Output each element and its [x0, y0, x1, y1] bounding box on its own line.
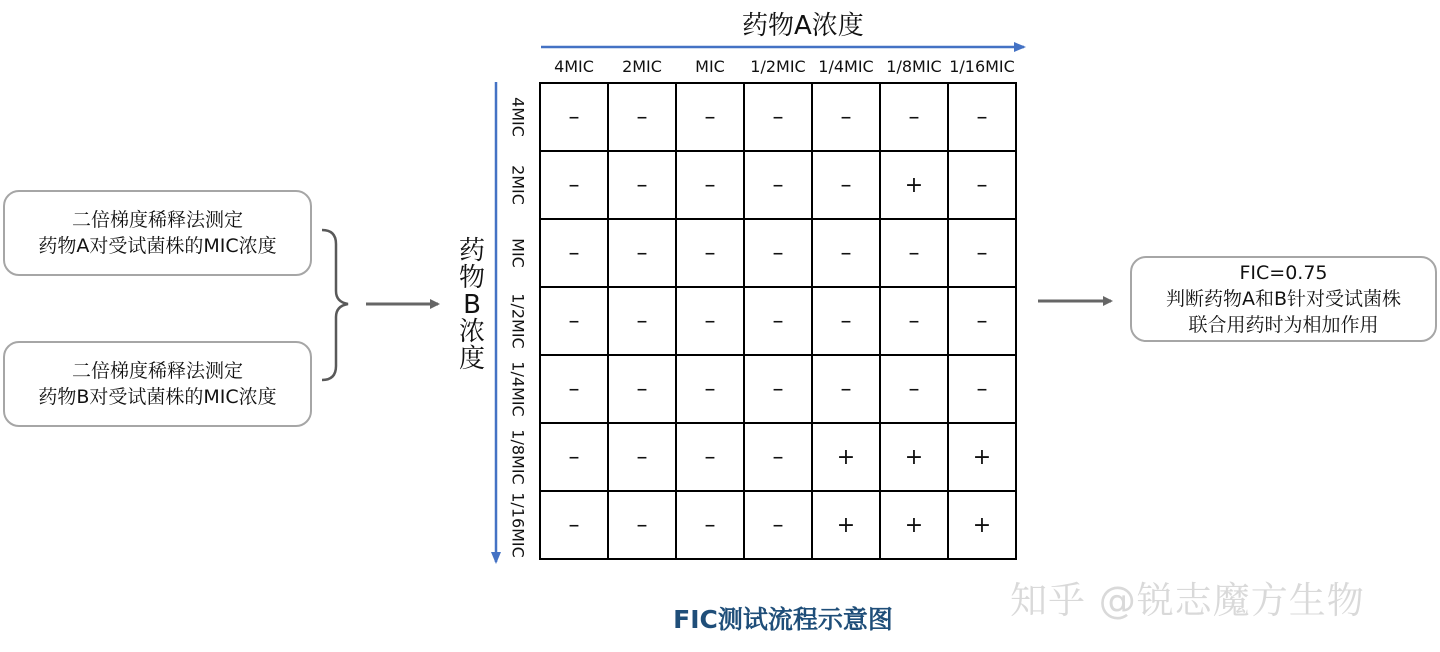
row-label: MIC — [508, 238, 528, 268]
grid-cell: – — [608, 219, 676, 287]
grid-cell: – — [608, 83, 676, 151]
grid-cell: – — [540, 151, 608, 219]
grid-cell: – — [540, 287, 608, 355]
row-label: 1/16MIC — [508, 492, 528, 558]
grid-cell: – — [812, 355, 880, 423]
grid-cell: – — [676, 287, 744, 355]
grid-cell: – — [880, 355, 948, 423]
grid-cell: – — [812, 287, 880, 355]
result-line: 联合用药时为相加作用 — [1188, 314, 1379, 336]
grid-cell: + — [880, 423, 948, 491]
grid-cell: – — [676, 219, 744, 287]
grid-cell: – — [676, 491, 744, 559]
grid-cell: + — [812, 491, 880, 559]
row-label: 1/8MIC — [508, 429, 528, 485]
grid-cell: – — [608, 423, 676, 491]
grid-row — [540, 287, 1016, 355]
step-box-line: 二倍梯度稀释法测定 — [71, 360, 243, 382]
grid-cell: – — [540, 355, 608, 423]
column-label: 1/16MIC — [949, 57, 1015, 76]
grid-row — [540, 83, 1016, 151]
grid-cell: – — [880, 287, 948, 355]
grid-cell: – — [880, 219, 948, 287]
column-label: 4MIC — [554, 57, 594, 76]
grid-cell: – — [676, 355, 744, 423]
grid-row — [540, 423, 1016, 491]
row-label: 2MIC — [508, 165, 528, 205]
grid-cell: – — [744, 423, 812, 491]
result-box — [1130, 256, 1437, 342]
grid-cell: – — [948, 219, 1016, 287]
grid-cell: – — [744, 219, 812, 287]
step-box-line: 药物B对受试菌株的MIC浓度 — [38, 386, 277, 408]
grid-cell: – — [676, 423, 744, 491]
step-box-line: 二倍梯度稀释法测定 — [71, 209, 243, 231]
grid-cell: – — [744, 287, 812, 355]
grid-row — [540, 355, 1016, 423]
grid-cell: – — [744, 491, 812, 559]
grid-cell: – — [812, 83, 880, 151]
grid-cell: + — [948, 491, 1016, 559]
row-label: 1/4MIC — [508, 361, 528, 417]
grid-cell: + — [948, 423, 1016, 491]
result-line: 判断药物A和B针对受试菌株 — [1165, 288, 1402, 310]
grid-cell: + — [812, 423, 880, 491]
column-label: MIC — [695, 57, 725, 76]
grid-row — [540, 151, 1016, 219]
grid-cell: – — [676, 83, 744, 151]
grid-row — [540, 491, 1016, 559]
grid-cell: – — [540, 491, 608, 559]
watermark: 知乎 @锐志魔方生物 — [1010, 579, 1365, 622]
grid-cell: + — [880, 491, 948, 559]
grid-row — [540, 219, 1016, 287]
grid-cell: – — [540, 83, 608, 151]
grid-cell: – — [948, 83, 1016, 151]
grid-cell: – — [948, 151, 1016, 219]
checkerboard-grid — [539, 82, 1017, 560]
grid-cell: – — [608, 491, 676, 559]
grid-cell: – — [744, 83, 812, 151]
result-line: FIC=0.75 — [1239, 262, 1328, 284]
figure-caption: FIC测试流程示意图 — [673, 605, 893, 634]
grid-cell: – — [948, 355, 1016, 423]
axis-b-title: 药物B浓度 — [458, 236, 485, 374]
grid-cell: – — [676, 151, 744, 219]
column-label: 2MIC — [622, 57, 662, 76]
column-label: 1/4MIC — [818, 57, 874, 76]
grid-cell: – — [880, 83, 948, 151]
grid-cell: + — [880, 151, 948, 219]
grid-cell: – — [540, 219, 608, 287]
grid-cell: – — [608, 355, 676, 423]
row-label: 4MIC — [508, 97, 528, 137]
step-box-line: 药物A对受试菌株的MIC浓度 — [38, 235, 277, 257]
grid-cell: – — [744, 355, 812, 423]
row-label: 1/2MIC — [508, 293, 528, 349]
grid-cell: – — [812, 151, 880, 219]
grid-cell: – — [540, 423, 608, 491]
axis-a-title: 药物A浓度 — [742, 11, 864, 41]
grid-cell: – — [744, 151, 812, 219]
column-label: 1/8MIC — [886, 57, 942, 76]
grid-cell: – — [608, 287, 676, 355]
grid-cell: – — [608, 151, 676, 219]
grid-cell: – — [948, 287, 1016, 355]
column-label: 1/2MIC — [750, 57, 806, 76]
curly-brace-icon — [322, 230, 348, 380]
grid-cell: – — [812, 219, 880, 287]
